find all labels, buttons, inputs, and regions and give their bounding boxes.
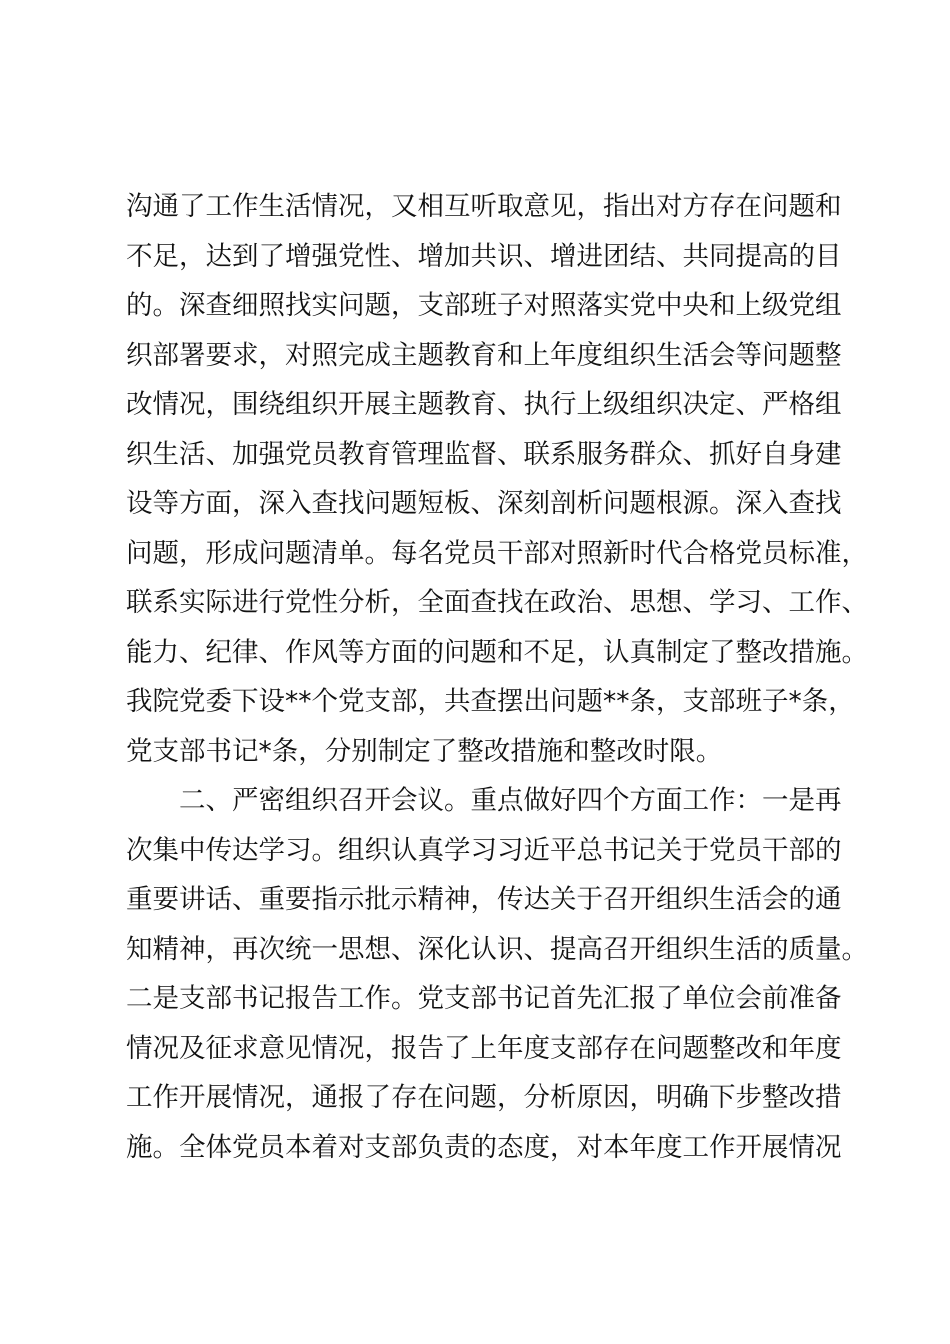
text-line: 能力、纪律、作风等方面的问题和不足，认真制定了整改措施。 — [126, 636, 868, 668]
text-line: 联系实际进行党性分析，全面查找在政治、思想、学习、工作、 — [126, 587, 868, 618]
paragraph-1 — [126, 182, 866, 776]
paragraph-2 — [126, 776, 866, 1172]
document-body — [126, 182, 866, 1172]
text-line: 沟通了工作生活情况，又相互听取意见，指出对方存在问题和 — [126, 191, 842, 222]
text-line: 改情况，围绕组织开展主题教育、执行上级组织决定、严格组 — [126, 389, 842, 420]
text-line: 重要讲话、重要指示批示精神，传达关于召开组织生活会的通 — [126, 884, 842, 915]
text-line: 施。全体党员本着对支部负责的态度，对本年度工作开展情况 — [126, 1131, 842, 1163]
text-line: 我院党委下设**个党支部，共查摆出问题**条，支部班子*条， — [126, 686, 855, 717]
text-line: 设等方面，深入查找问题短板、深刻剖析问题根源。深入查找 — [126, 488, 842, 519]
text-line: 情况及征求意见情况，报告了上年度支部存在问题整改和年度 — [126, 1032, 842, 1064]
text-line: 织部署要求，对照完成主题教育和上年度组织生活会等问题整 — [126, 339, 842, 371]
text-line: 工作开展情况，通报了存在问题，分析原因，明确下步整改措 — [126, 1082, 842, 1113]
text-line: 织生活、加强党员教育管理监督、联系服务群众、抓好自身建 — [126, 438, 842, 470]
text-line: 不足，达到了增强党性、增加共识、增进团结、共同提高的目 — [126, 240, 842, 272]
text-line: 次集中传达学习。组织认真学习习近平总书记关于党员干部的 — [126, 834, 842, 866]
text-line: 的。深查细照找实问题，支部班子对照落实党中央和上级党组 — [126, 290, 842, 321]
text-line: 二、严密组织召开会议。重点做好四个方面工作：一是再 — [179, 785, 842, 816]
text-line: 问题，形成问题清单。每名党员干部对照新时代合格党员标准， — [126, 537, 868, 569]
text-line: 二是支部书记报告工作。党支部书记首先汇报了单位会前准备 — [126, 983, 842, 1014]
text-line: 知精神，再次统一思想、深化认识、提高召开组织生活的质量。 — [126, 933, 868, 965]
text-line: 党支部书记*条，分别制定了整改措施和整改时限。 — [126, 735, 723, 767]
